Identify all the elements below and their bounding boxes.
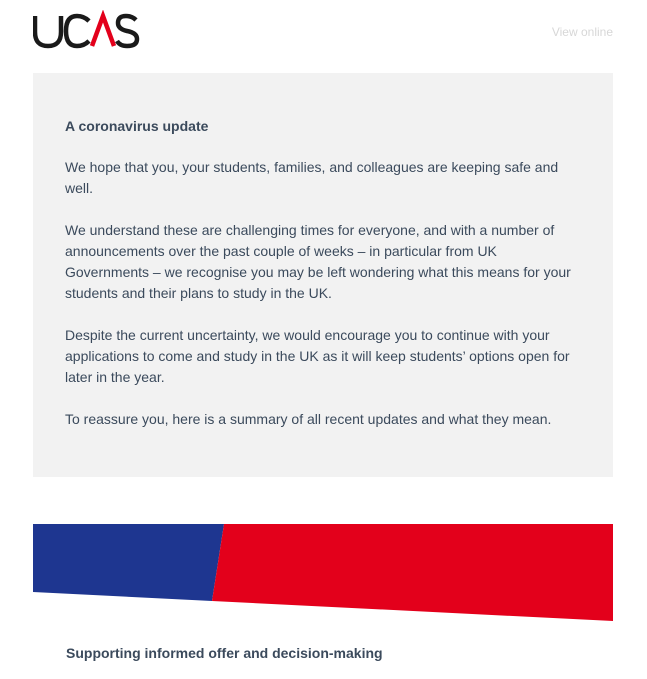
update-paragraph: We hope that you, your students, families, and colleagues are keeping safe and well.: [65, 159, 559, 196]
view-online-link[interactable]: View online: [551, 25, 613, 39]
email-header: [33, 0, 613, 73]
banner-blue-shape: [33, 524, 224, 601]
update-title: A coronavirus update: [65, 118, 209, 134]
coronavirus-update-card: [33, 73, 613, 477]
banner-red-shape: [212, 524, 613, 621]
update-paragraph: To reassure you, here is a summary of all recent updates and what they mean.: [65, 411, 552, 427]
ucas-logo: [33, 10, 143, 50]
update-paragraph: We understand these are challenging times for everyone, and with a number of announcements over the past couple of weeks – in particular from UK Governments – we recognise you may be left wondering what this means for your students and their plans to study in the UK.: [65, 222, 571, 301]
brand-banner: [33, 524, 613, 621]
section-title: Supporting informed offer and decision-making: [66, 645, 383, 661]
update-paragraph: Despite the current uncertainty, we would encourage you to continue with your applications to come and study in the UK as it will keep students’ options open for later in the year.: [65, 327, 570, 385]
